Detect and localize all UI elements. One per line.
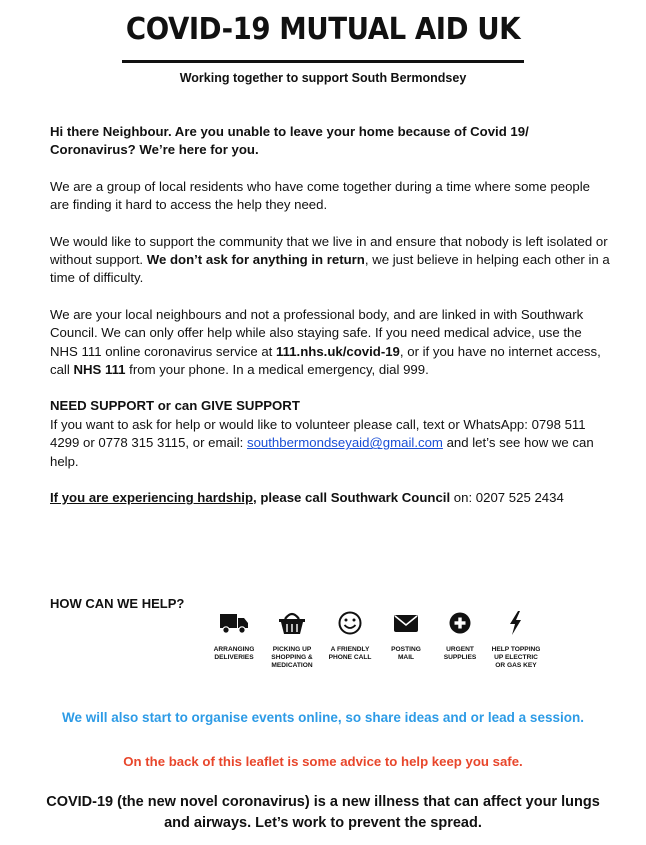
help-item-deliveries <box>206 610 262 662</box>
help-item-label: ARRANGING DELIVERIES <box>213 646 255 661</box>
intro-paragraph-1: We are a group of local residents who have come together during a time where some people are finding it hard to access the help they need. <box>50 178 591 213</box>
closing-statement: COVID-19 (the new novel coronavirus) is a new illness that can affect your lungs and airways. Let’s work to prevent the spread. <box>46 794 600 831</box>
support-section <box>50 397 610 471</box>
hardship-text-a: If you are experiencing hardship <box>50 490 253 506</box>
truck-icon <box>219 610 249 636</box>
help-icons-row <box>206 610 546 690</box>
envelope-icon <box>391 610 421 636</box>
help-item-urgent-supplies <box>432 610 488 662</box>
lightning-icon <box>501 610 531 636</box>
smiley-icon <box>335 610 365 636</box>
help-item-phone-call <box>322 610 378 662</box>
para3-text-e: from your phone. In a medical emergency, dial 999. <box>125 362 429 378</box>
hardship-section <box>50 489 610 507</box>
events-note: We will also start to organise events online, so share ideas and or lead a session. <box>62 710 584 725</box>
help-item-top-up <box>488 610 544 670</box>
para2-text-a: We would like to support the community that we live in and ensure that nobody is left isolated or without support. <box>50 233 608 268</box>
para3-text-a: We are your local neighbours and not a professional body, and are linked in with Southwark Council. We can only offer help while also staying safe. If you need medical advice, use the NHS 111 online coronavirus service at <box>50 306 584 359</box>
help-item-mail <box>378 610 434 662</box>
help-item-label: POSTING MAIL <box>391 646 421 661</box>
hardship-text-c: on: 0207 525 2434 <box>450 490 564 506</box>
basket-icon <box>277 610 307 636</box>
back-of-leaflet-note: On the back of this leaflet is some advice to help keep you safe. <box>123 754 523 769</box>
email-link[interactable]: southbermondseyaid@gmail.com <box>246 435 443 451</box>
leaflet-subtitle: Working together to support South Bermondsey <box>179 71 467 85</box>
help-heading: HOW CAN WE HELP? <box>50 596 185 611</box>
support-text-b: and let’s see how we can help. <box>50 435 594 469</box>
help-item-label: PICKING UP SHOPPING & MEDICATION <box>271 646 313 669</box>
help-item-label: HELP TOPPING UP ELECTRIC OR GAS KEY <box>491 646 541 669</box>
plus-circle-icon <box>445 610 475 636</box>
leaflet-title: COVID-19 MUTUAL AID UK <box>125 12 521 47</box>
support-heading: NEED SUPPORT or can GIVE SUPPORT <box>50 398 300 414</box>
intro-paragraph-3 <box>50 306 610 380</box>
hardship-text-b: , please call Southwark Council <box>253 490 451 506</box>
leaflet-body <box>50 123 610 526</box>
intro-question: Hi there Neighbour. Are you unable to leave your home because of Covid 19/ Coronavirus? We’re here for you. <box>50 124 529 158</box>
title-divider <box>122 60 524 63</box>
help-item-label: URGENT SUPPLIES <box>443 646 477 661</box>
nhs-111: NHS 111 <box>73 362 126 378</box>
help-item-label: A FRIENDLY PHONE CALL <box>328 646 372 661</box>
intro-paragraph-2 <box>50 233 610 288</box>
para2-text-c: , we just believe in helping each other in a time of difficulty. <box>50 252 610 286</box>
support-text-a: If you want to ask for help or would like to volunteer please call, text or WhatsApp: 0798 511 4299 or 0778 315 3115, or email: <box>50 416 586 451</box>
para2-bold: We don’t ask for anything in return <box>146 252 365 268</box>
help-item-shopping <box>264 610 320 670</box>
nhs-url: 111.nhs.uk/covid-19 <box>276 343 400 359</box>
para3-text-c: , or if you have no internet access, call <box>50 343 601 378</box>
